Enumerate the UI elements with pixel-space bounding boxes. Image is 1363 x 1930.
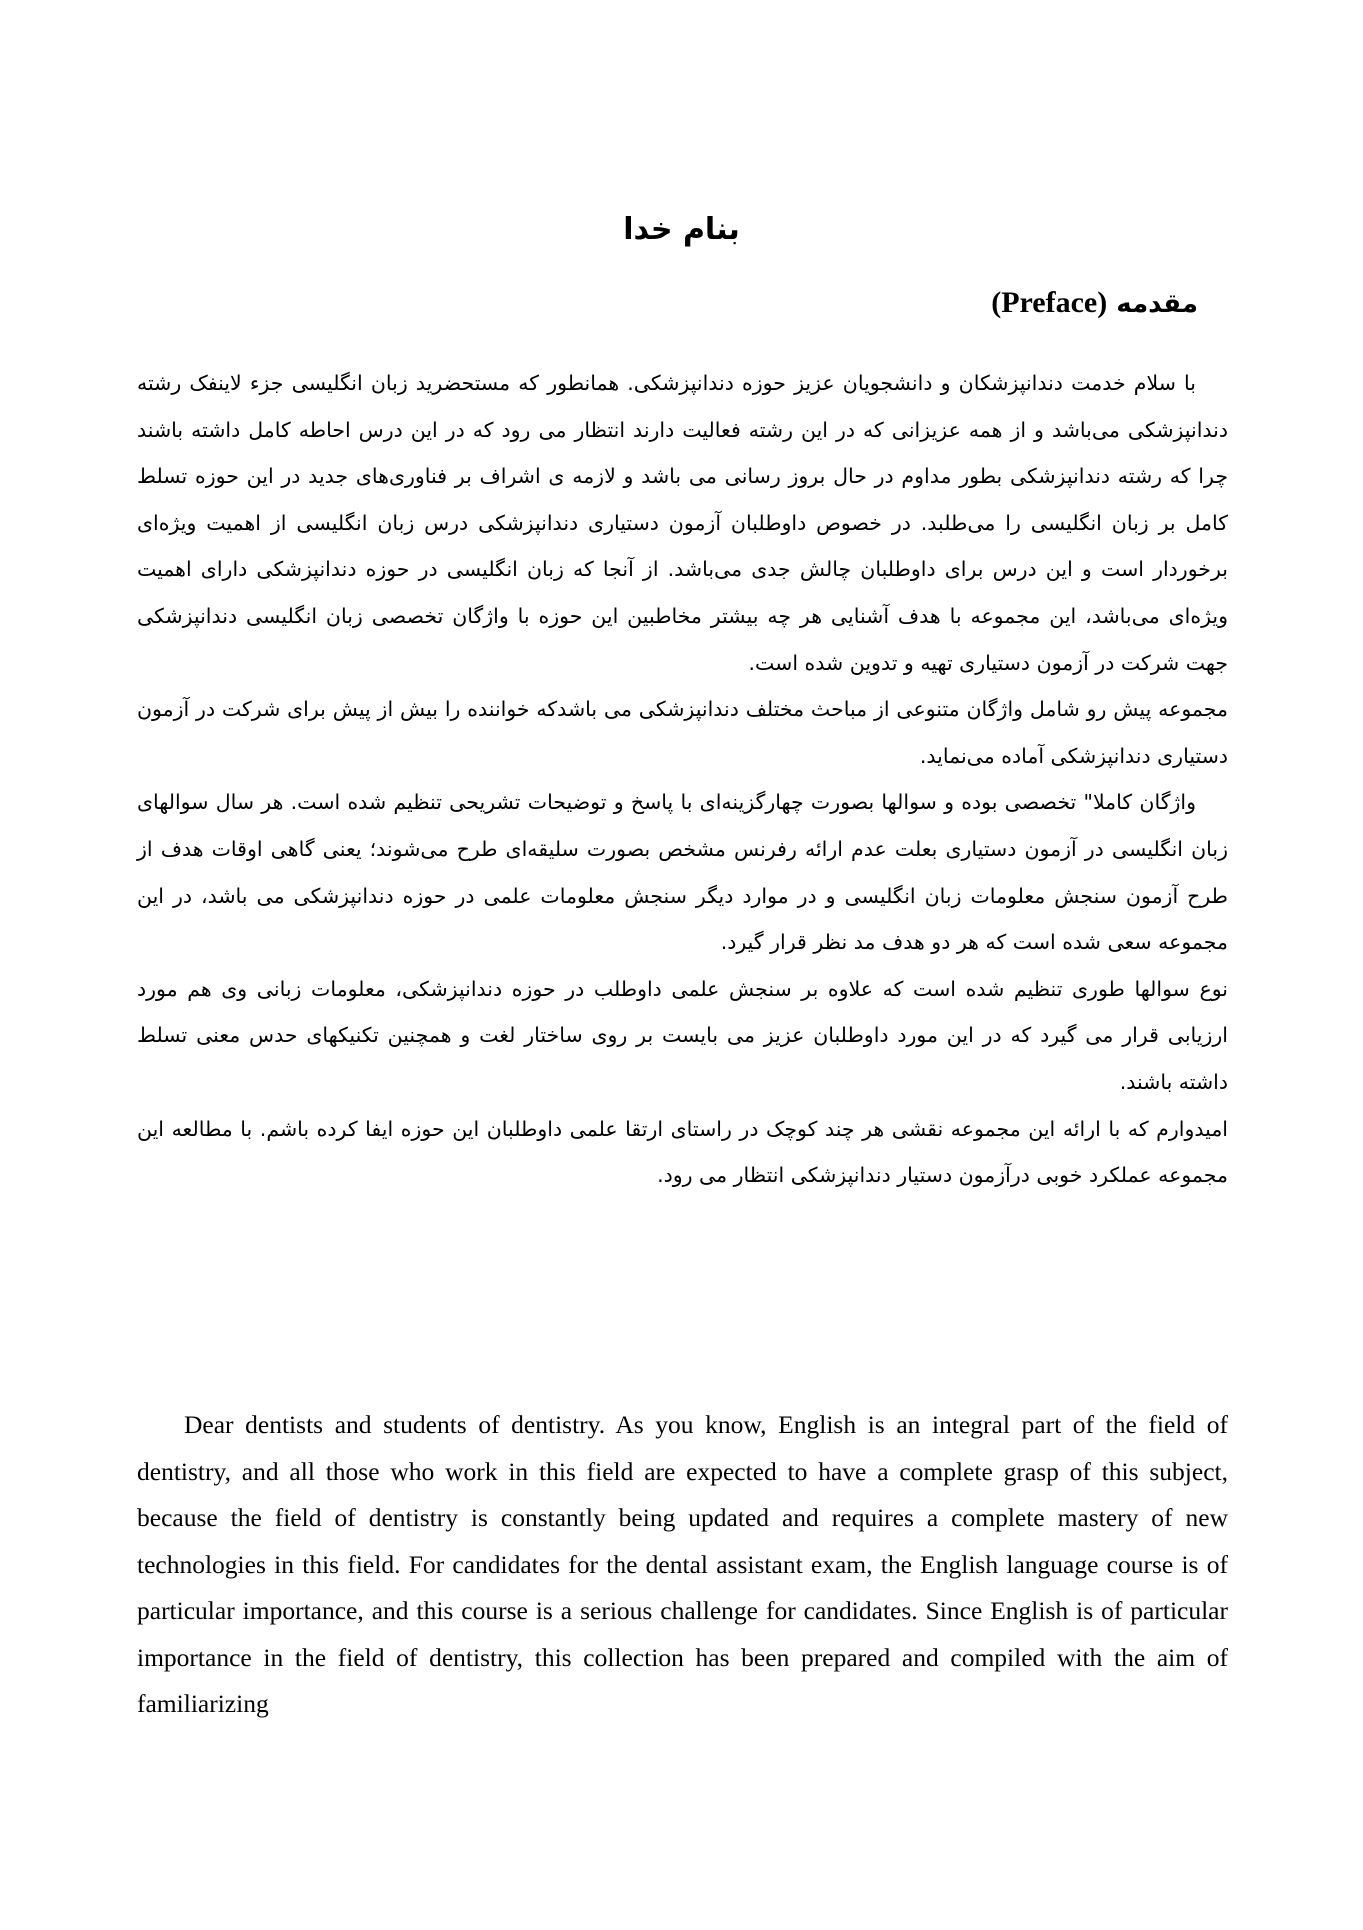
persian-paragraph-4: نوع سوالها طوری تنظیم شده است که علاوه بر سنجش علمی داوطلب در حوزه دندانپزشکی، معلومات زبانی وی هم مورد ارزیابی قرار می گیرد که در این مورد داوطلبان عزیز می بایست بر روی ساختار لغت و همچنین تکنیکهای حدس معنی تسلط داشته باشند. — [137, 976, 1228, 1094]
section-heading — [991, 278, 1198, 329]
persian-paragraph-1: با سلام خدمت دندانپزشکان و دانشجویان عزیز حوزه دندانپزشکی. همانطور که مستحضرید زبان انگلیسی جزء لاینفک رشته دندانپزشکی می‌باشد و از همه عزیزانی که در این رشته فعالیت دارند انتظار می رود که در این درس احاطه کامل داشته باشند چرا که رشته دندانپزشکی بطور مداوم در حال بروز رسانی می باشد و لازمه ی اشراف بر فناوری‌های جدید در این حوزه تسلط کامل بر زبان انگلیسی را می‌طلبد. در خصوص داوطلبان آزمون دستیاری دندانپزشکی درس زبان انگلیسی از اهمیت ویژه‌ای برخوردار است و این درس برای داوطلبان چالش جدی می‌باشد. از آنجا که زبان انگلیسی در حوزه دندانپزشکی دارای اهمیت ویژه‌ای می‌باشد، این مجموعه با هدف آشنایی هر چه بیشتر مخاطبین این حوزه با واژگان تخصصی زبان انگلیسی دندانپزشکی جهت شرکت در آزمون دستیاری تهیه و تدوین شده است. — [137, 371, 1228, 675]
heading-english: (Preface) — [991, 286, 1108, 319]
heading-persian: مقدمه — [1116, 289, 1198, 319]
persian-paragraph-2: مجموعه پیش رو شامل واژگان متنوعی از مباحث مختلف دندانپزشکی می باشدکه خواننده را بیش از پیش برای شرکت در آزمون دستیاری دندانپزشکی آماده می‌نماید. — [137, 697, 1228, 768]
persian-paragraph-3: واژگان کاملا" تخصصی بوده و سوالها بصورت چهارگزینه‌ای با پاسخ و توضیحات تشریحی تنظیم شده است. هر سال سوالهای زبان انگلیسی در آزمون دستیاری بعلت عدم ارائه رفرنس مشخص بصورت سلیقه‌ای طرح می‌شوند؛ یعنی گاهی اوقات هدف از طرح آزمون سنجش معلومات زبان انگلیسی و در موارد دیگر سنجش معلومات علمی در حوزه دندانپزشکی می باشد، در این مجموعه سعی شده است که هر دو هدف مد نظر قرار گیرد. — [137, 790, 1228, 955]
page-title: بنام خدا — [623, 212, 740, 247]
persian-paragraph-5: امیدوارم که با ارائه این مجموعه نقشی هر چند کوچک در راستای ارتقا علمی داوطلبان این حوزه ایفا کرده باشم. با مطالعه این مجموعه عملکرد خوبی درآزمون دستیار دندانپزشکی انتظار می رود. — [137, 1116, 1228, 1188]
english-paragraph-1: Dear dentists and students of dentistry. As you know, English is an integral part of the field of dentistry, and all those who work in this field are expected to have a complete grasp of this subject, because the field of dentistry is constantly being updated and requires a complete mastery of new technologies in this field. For candidates for the dental assistant exam, the English language course is of particular importance, and this course is a serious challenge for candidates. Since English is of particular importance in the field of dentistry, this collection has been prepared and compiled with the aim of familiarizing — [137, 1410, 1228, 1718]
english-body — [137, 1402, 1228, 1728]
persian-body — [137, 360, 1228, 1199]
